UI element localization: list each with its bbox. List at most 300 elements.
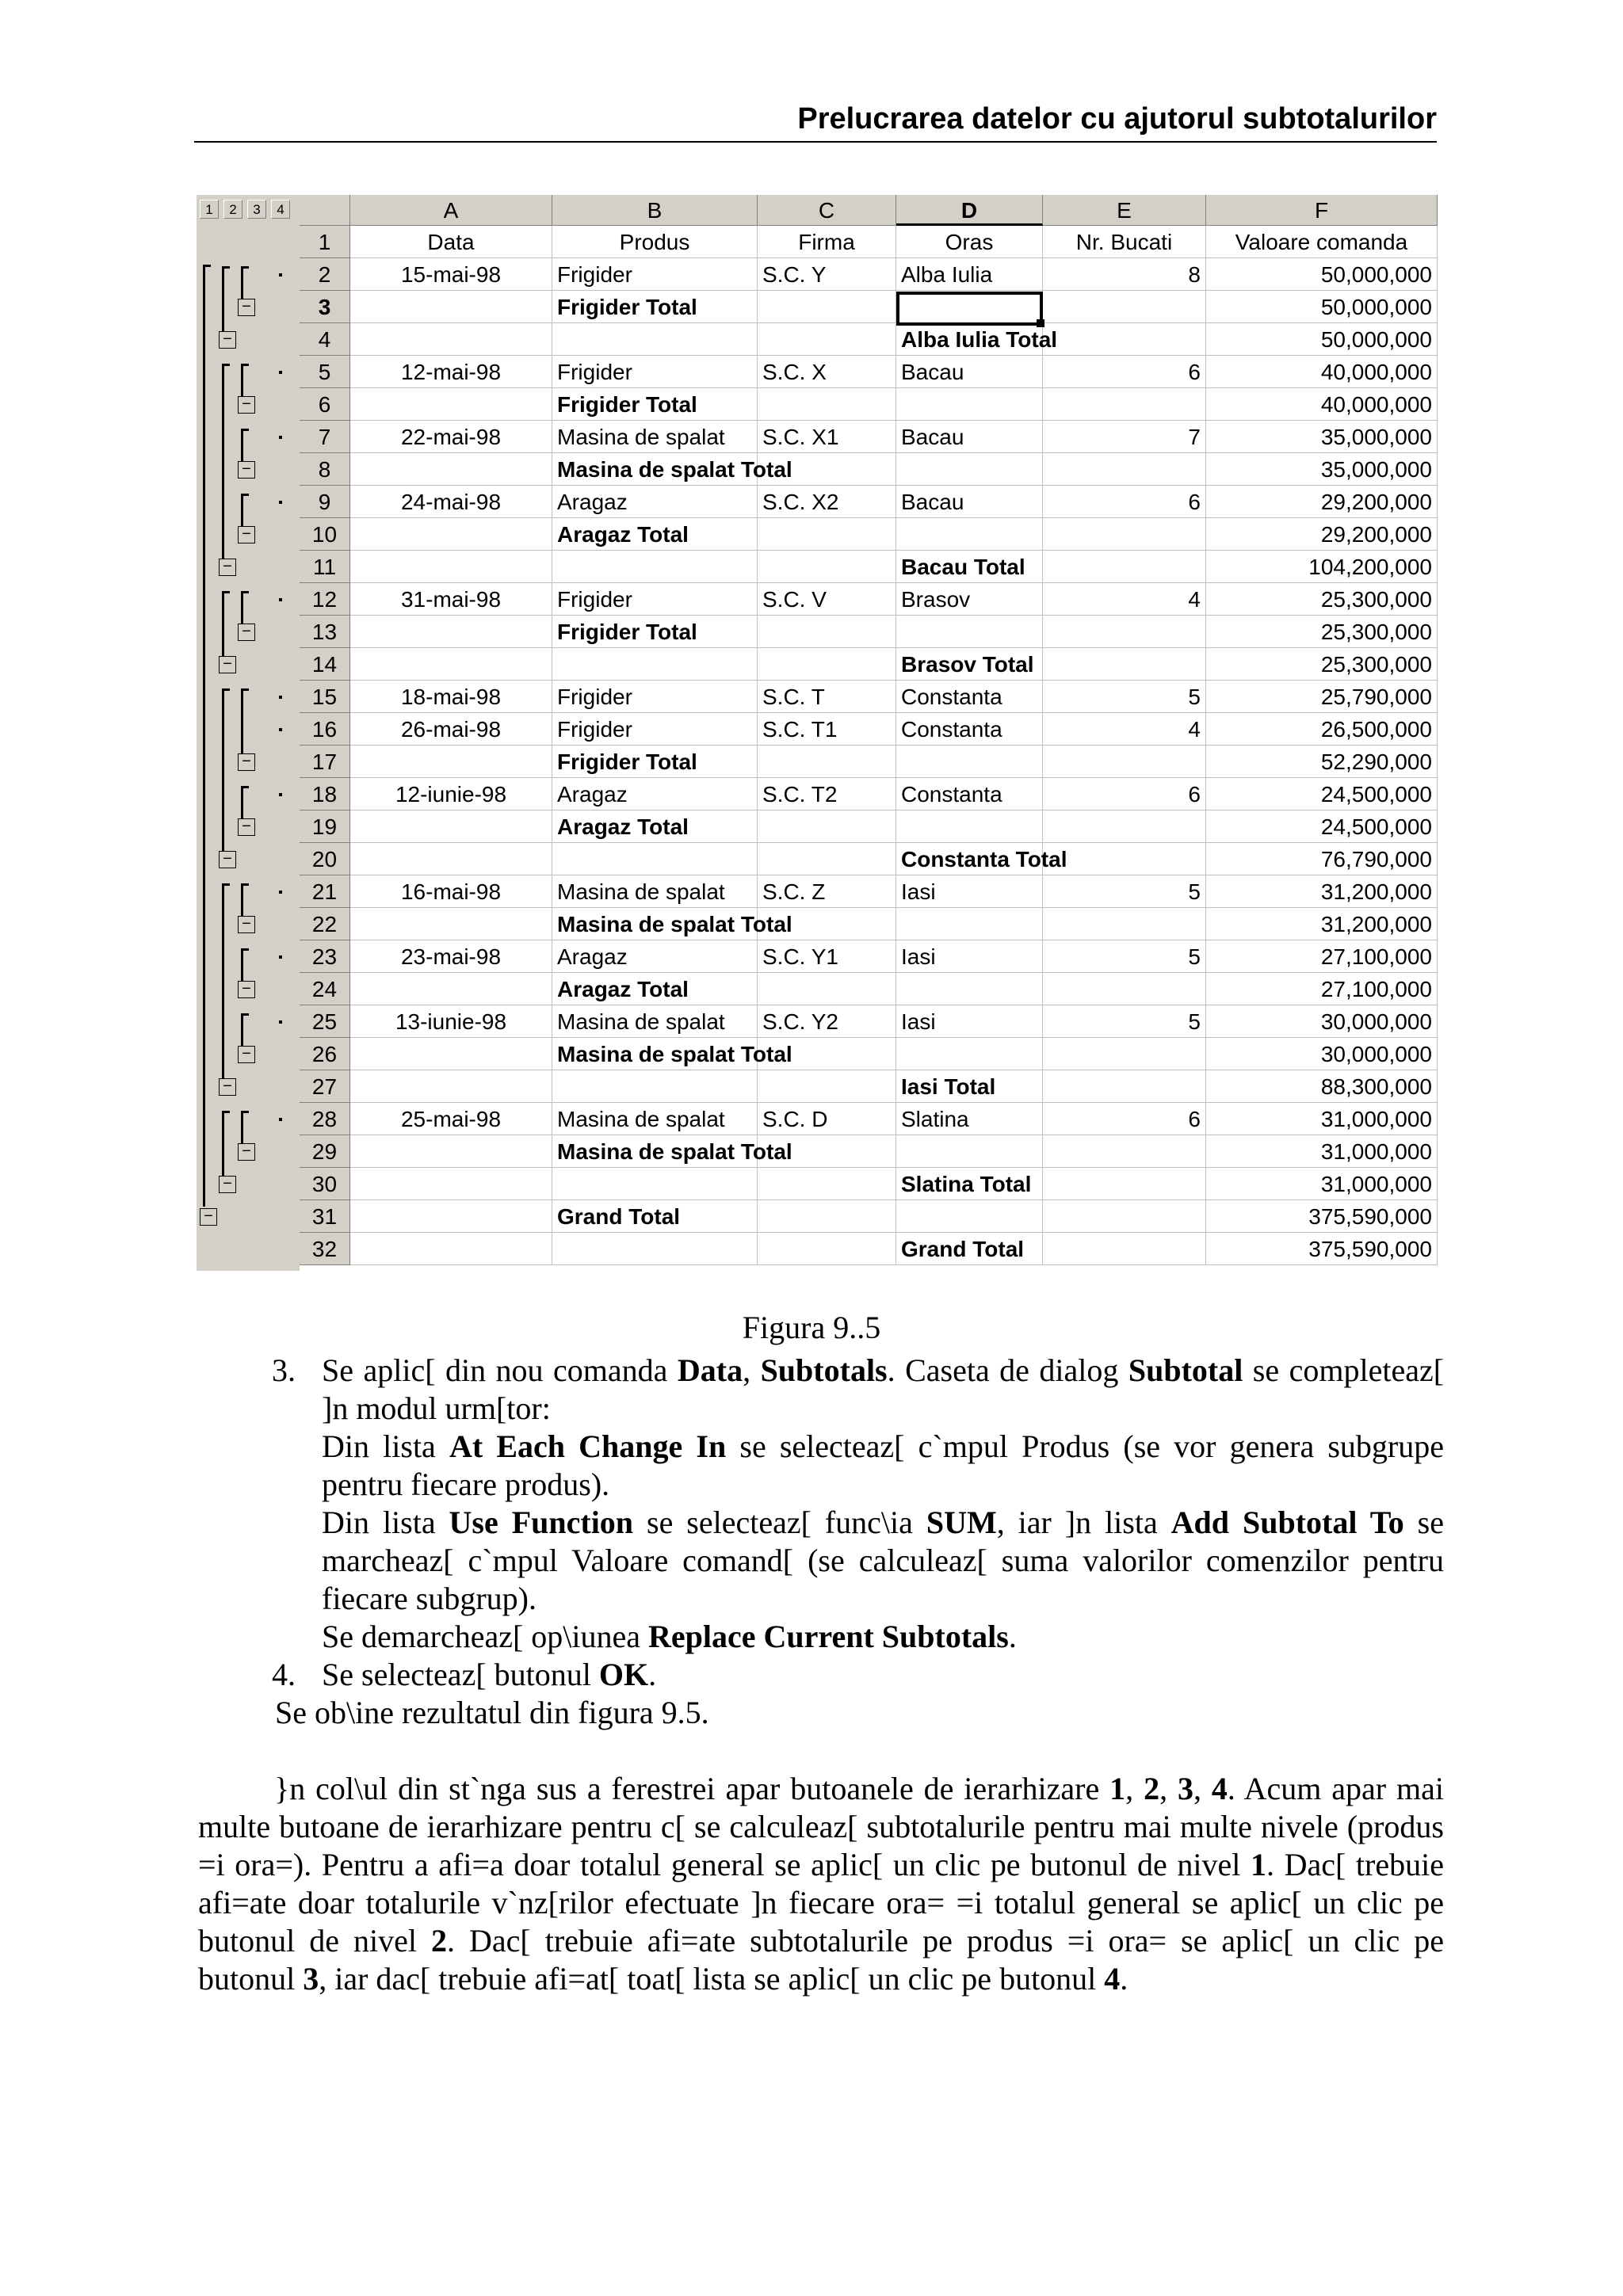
cell-a14[interactable] [350,648,552,681]
cell-d8[interactable] [896,453,1043,486]
cell-e21[interactable]: 5 [1043,875,1206,908]
cell-a12[interactable]: 31-mai-98 [350,583,552,616]
cell-f19[interactable]: 24,500,000 [1206,810,1438,843]
cell-e6[interactable] [1043,388,1206,421]
cell-f7[interactable]: 35,000,000 [1206,421,1438,453]
text-run: Se demarcheaz[ op\iunea [322,1619,649,1654]
row-header-4[interactable]: 4 [300,323,350,356]
outline-bar-level-2 [222,364,224,559]
row-header-5[interactable]: 5 [300,356,350,388]
step-4-number: 4. [272,1657,296,1692]
cell-c19[interactable] [758,810,896,843]
cell-b9[interactable]: Aragaz [552,486,758,518]
outline-bar-level-3-cap [241,786,249,788]
cell-e14[interactable] [1043,648,1206,681]
cell-d30[interactable]: Slatina Total [896,1168,1043,1200]
row-header-1[interactable]: 1 [300,226,350,258]
cell-e8[interactable] [1043,453,1206,486]
cell-a15[interactable]: 18-mai-98 [350,681,552,713]
cell-c17[interactable] [758,746,896,778]
row-header-31[interactable]: 31 [300,1200,350,1233]
cell-a32[interactable] [350,1233,552,1265]
cell-b18[interactable]: Aragaz [552,778,758,810]
collapse-product-group-button[interactable]: − [238,396,255,414]
bold-term: 3 [303,1961,319,1997]
outline-bar-level-2 [222,883,224,1078]
cell-a31[interactable] [350,1200,552,1233]
step-4-text [322,1656,656,1694]
outline-bar-level-2 [222,266,224,331]
row-header-14[interactable]: 14 [300,648,350,681]
collapse-product-group-button[interactable]: − [238,526,255,543]
cell-f13[interactable]: 25,300,000 [1206,616,1438,648]
cell-c31[interactable] [758,1200,896,1233]
cell-f5[interactable]: 40,000,000 [1206,356,1438,388]
cell-c10[interactable] [758,518,896,551]
text-run: se completeaz[ ]n modul urm[tor: [322,1352,1445,1426]
row-header-18[interactable]: 18 [300,778,350,810]
outline-bar-level-3 [241,591,243,624]
cell-f4[interactable]: 50,000,000 [1206,323,1438,356]
cell-c1[interactable]: Firma [758,226,896,258]
text-run: , [1159,1771,1178,1806]
cell-b28[interactable]: Masina de spalat [552,1103,758,1135]
cell-a23[interactable]: 23-mai-98 [350,940,552,973]
collapse-city-group-button[interactable]: − [219,851,236,868]
outline-bar-level-3 [241,364,243,396]
collapse-city-group-button[interactable]: − [219,1078,236,1096]
row-header-15[interactable]: 15 [300,681,350,713]
select-all-corner[interactable] [300,195,350,226]
collapse-product-group-button[interactable]: − [238,1143,255,1161]
cell-a19[interactable] [350,810,552,843]
cell-c14[interactable] [758,648,896,681]
cell-d19[interactable] [896,810,1043,843]
row-header-25[interactable]: 25 [300,1005,350,1038]
outline-bar-level-3-cap [241,1111,249,1113]
cell-a20[interactable] [350,843,552,875]
outline-bar-level-3-cap [241,883,249,886]
collapse-city-group-button[interactable]: − [219,559,236,576]
collapse-product-group-button[interactable]: − [238,818,255,836]
cell-e32[interactable] [1043,1233,1206,1265]
bold-term: Replace Current Subtotals [648,1619,1009,1654]
cell-d26[interactable] [896,1038,1043,1070]
cell-d32[interactable]: Grand Total [896,1233,1043,1265]
cell-a11[interactable] [350,551,552,583]
page-header [194,98,1437,143]
cell-e17[interactable] [1043,746,1206,778]
cell-a25[interactable]: 13-iunie-98 [350,1005,552,1038]
outline-detail-dot [279,273,282,277]
cell-b17[interactable]: Frigider Total [552,746,758,778]
outline-bar-level-2-cap [222,364,230,366]
cell-f32[interactable]: 375,590,000 [1206,1233,1438,1265]
cell-b23[interactable]: Aragaz [552,940,758,973]
row-header-28[interactable]: 28 [300,1103,350,1135]
cell-b22[interactable]: Masina de spalat Total [552,908,758,940]
outline-level-1-button[interactable]: 1 [200,200,219,219]
outline-level-3-button[interactable]: 3 [247,200,266,219]
outline-level-2-button[interactable]: 2 [223,200,242,219]
spreadsheet-figure [197,195,1438,1271]
cell-a10[interactable] [350,518,552,551]
cell-f8[interactable]: 35,000,000 [1206,453,1438,486]
column-header-b[interactable]: B [552,195,758,226]
row-header-10[interactable]: 10 [300,518,350,551]
cell-f21[interactable]: 31,200,000 [1206,875,1438,908]
outline-bar-level-2-cap [222,883,230,886]
cell-c4[interactable] [758,323,896,356]
cell-d23[interactable]: Iasi [896,940,1043,973]
cell-d12[interactable]: Brasov [896,583,1043,616]
cell-e1[interactable]: Nr. Bucati [1043,226,1206,258]
bold-term: Add Subtotal To [1170,1505,1404,1540]
cell-e25[interactable]: 5 [1043,1005,1206,1038]
cell-e16[interactable]: 4 [1043,713,1206,746]
cell-f28[interactable]: 31,000,000 [1206,1103,1438,1135]
cell-f17[interactable]: 52,290,000 [1206,746,1438,778]
collapse-product-group-button[interactable]: − [238,753,255,771]
collapse-city-group-button[interactable]: − [219,331,236,349]
outline-detail-dot [279,1118,282,1121]
cell-b13[interactable]: Frigider Total [552,616,758,648]
cell-a21[interactable]: 16-mai-98 [350,875,552,908]
cell-e26[interactable] [1043,1038,1206,1070]
cell-b25[interactable]: Masina de spalat [552,1005,758,1038]
cell-c29[interactable] [758,1135,896,1168]
cell-e15[interactable]: 5 [1043,681,1206,713]
cell-f1[interactable]: Valoare comanda [1206,226,1438,258]
cell-e24[interactable] [1043,973,1206,1005]
cell-c27[interactable] [758,1070,896,1103]
cell-b3[interactable]: Frigider Total [552,291,758,323]
cell-e20[interactable] [1043,843,1206,875]
cell-c16[interactable]: S.C. T1 [758,713,896,746]
row-header-32[interactable]: 32 [300,1233,350,1265]
outline-bar-level-3-cap [241,591,249,593]
collapse-city-group-button[interactable]: − [219,656,236,673]
cell-f29[interactable]: 31,000,000 [1206,1135,1438,1168]
outline-bar-level-3-cap [241,688,249,691]
column-header-f[interactable]: F [1206,195,1438,226]
cell-c11[interactable] [758,551,896,583]
cell-d9[interactable]: Bacau [896,486,1043,518]
cell-a29[interactable] [350,1135,552,1168]
outline-bar-level-3-cap [241,429,249,431]
cell-e23[interactable]: 5 [1043,940,1206,973]
cell-b8[interactable]: Masina de spalat Total [552,453,758,486]
row-header-19[interactable]: 19 [300,810,350,843]
cell-b19[interactable]: Aragaz Total [552,810,758,843]
cell-b4[interactable] [552,323,758,356]
collapse-product-group-button[interactable]: − [238,1046,255,1063]
cell-e4[interactable] [1043,323,1206,356]
cell-b7[interactable]: Masina de spalat [552,421,758,453]
cell-c28[interactable]: S.C. D [758,1103,896,1135]
outline-detail-dot [279,436,282,439]
cell-b12[interactable]: Frigider [552,583,758,616]
cell-c24[interactable] [758,973,896,1005]
cell-e30[interactable] [1043,1168,1206,1200]
cell-b31[interactable]: Grand Total [552,1200,758,1233]
cell-e28[interactable]: 6 [1043,1103,1206,1135]
cell-a4[interactable] [350,323,552,356]
cell-a28[interactable]: 25-mai-98 [350,1103,552,1135]
row-header-11[interactable]: 11 [300,551,350,583]
cell-e18[interactable]: 6 [1043,778,1206,810]
cell-f23[interactable]: 27,100,000 [1206,940,1438,973]
cell-b15[interactable]: Frigider [552,681,758,713]
cell-f20[interactable]: 76,790,000 [1206,843,1438,875]
cell-b14[interactable] [552,648,758,681]
cell-c21[interactable]: S.C. Z [758,875,896,908]
cell-e22[interactable] [1043,908,1206,940]
row-header-8[interactable]: 8 [300,453,350,486]
cell-e19[interactable] [1043,810,1206,843]
cell-a7[interactable]: 22-mai-98 [350,421,552,453]
cell-c2[interactable]: S.C. Y [758,258,896,291]
cell-c7[interactable]: S.C. X1 [758,421,896,453]
cell-b2[interactable]: Frigider [552,258,758,291]
cell-e12[interactable]: 4 [1043,583,1206,616]
cell-c22[interactable] [758,908,896,940]
column-header-e[interactable]: E [1043,195,1206,226]
cell-c18[interactable]: S.C. T2 [758,778,896,810]
row-header-29[interactable]: 29 [300,1135,350,1168]
cell-a13[interactable] [350,616,552,648]
cell-e5[interactable]: 6 [1043,356,1206,388]
row-header-22[interactable]: 22 [300,908,350,940]
cell-c5[interactable]: S.C. X [758,356,896,388]
cell-a2[interactable]: 15-mai-98 [350,258,552,291]
cell-d7[interactable]: Bacau [896,421,1043,453]
row-header-17[interactable]: 17 [300,746,350,778]
cell-c8[interactable] [758,453,896,486]
step-3-list-1 [322,1428,1444,1504]
cell-d17[interactable] [896,746,1043,778]
cell-c23[interactable]: S.C. Y1 [758,940,896,973]
cell-a27[interactable] [350,1070,552,1103]
cell-b32[interactable] [552,1233,758,1265]
bold-term: OK [598,1657,649,1692]
cell-a18[interactable]: 12-iunie-98 [350,778,552,810]
cell-d15[interactable]: Constanta [896,681,1043,713]
cell-d2[interactable]: Alba Iulia [896,258,1043,291]
text-run: , iar dac[ trebuie afi=at[ toat[ lista se aplic[ un clic pe butonul [319,1961,1105,1997]
outline-detail-dot [279,728,282,731]
cell-b21[interactable]: Masina de spalat [552,875,758,908]
cell-b10[interactable]: Aragaz Total [552,518,758,551]
row-header-12[interactable]: 12 [300,583,350,616]
cell-c3[interactable] [758,291,896,323]
cell-f2[interactable]: 50,000,000 [1206,258,1438,291]
cell-c26[interactable] [758,1038,896,1070]
cell-c25[interactable]: S.C. Y2 [758,1005,896,1038]
cell-f15[interactable]: 25,790,000 [1206,681,1438,713]
row-header-23[interactable]: 23 [300,940,350,973]
row-header-24[interactable]: 24 [300,973,350,1005]
cell-d31[interactable] [896,1200,1043,1233]
row-header-30[interactable]: 30 [300,1168,350,1200]
collapse-product-group-button[interactable]: − [238,981,255,998]
cell-a1[interactable]: Data [350,226,552,258]
row-header-26[interactable]: 26 [300,1038,350,1070]
cell-f11[interactable]: 104,200,000 [1206,551,1438,583]
cell-f24[interactable]: 27,100,000 [1206,973,1438,1005]
cell-c6[interactable] [758,388,896,421]
bold-term: 2 [1144,1771,1160,1806]
cell-a16[interactable]: 26-mai-98 [350,713,552,746]
outline-bar-level-3 [241,266,243,299]
cell-d25[interactable]: Iasi [896,1005,1043,1038]
cell-c12[interactable]: S.C. V [758,583,896,616]
column-header-a[interactable]: A [350,195,552,226]
cell-a26[interactable] [350,1038,552,1070]
cell-d28[interactable]: Slatina [896,1103,1043,1135]
cell-c15[interactable]: S.C. T [758,681,896,713]
cell-f10[interactable]: 29,200,000 [1206,518,1438,551]
row-header-6[interactable]: 6 [300,388,350,421]
cell-b24[interactable]: Aragaz Total [552,973,758,1005]
row-header-3[interactable]: 3 [300,291,350,323]
cell-d4[interactable]: Alba Iulia Total [896,323,1043,356]
cell-e27[interactable] [1043,1070,1206,1103]
text-run: Din lista [322,1505,449,1540]
cell-b30[interactable] [552,1168,758,1200]
outline-bar-level-3 [241,948,243,981]
row-header-2[interactable]: 2 [300,258,350,291]
cell-d29[interactable] [896,1135,1043,1168]
collapse-product-group-button[interactable]: − [238,624,255,641]
cell-d11[interactable]: Bacau Total [896,551,1043,583]
bold-term: Use Function [449,1505,634,1540]
cell-a30[interactable] [350,1168,552,1200]
cell-b1[interactable]: Produs [552,226,758,258]
cell-a17[interactable] [350,746,552,778]
cell-f31[interactable]: 375,590,000 [1206,1200,1438,1233]
collapse-product-group-button[interactable]: − [238,299,255,316]
cell-f3[interactable]: 50,000,000 [1206,291,1438,323]
row-header-27[interactable]: 27 [300,1070,350,1103]
row-header-9[interactable]: 9 [300,486,350,518]
outline-detail-dot [279,598,282,601]
cell-b26[interactable]: Masina de spalat Total [552,1038,758,1070]
outline-bar-level-2-cap [222,591,230,593]
cell-d1[interactable]: Oras [896,226,1043,258]
cell-e13[interactable] [1043,616,1206,648]
text-run: . [1120,1961,1128,1997]
cell-d21[interactable]: Iasi [896,875,1043,908]
outline-bar-level-2-cap [222,1111,230,1113]
outline-bar-level-2-cap [222,688,230,691]
cell-e10[interactable] [1043,518,1206,551]
cell-f16[interactable]: 26,500,000 [1206,713,1438,746]
cell-c30[interactable] [758,1168,896,1200]
cell-b16[interactable]: Frigider [552,713,758,746]
row-header-20[interactable]: 20 [300,843,350,875]
cell-f30[interactable]: 31,000,000 [1206,1168,1438,1200]
cell-a6[interactable] [350,388,552,421]
cell-f27[interactable]: 88,300,000 [1206,1070,1438,1103]
cell-a5[interactable]: 12-mai-98 [350,356,552,388]
cell-a3[interactable] [350,291,552,323]
collapse-city-group-button[interactable]: − [219,1176,236,1193]
text-run: . Caseta de dialog [887,1352,1128,1388]
cell-e29[interactable] [1043,1135,1206,1168]
row-header-13[interactable]: 13 [300,616,350,648]
cell-f9[interactable]: 29,200,000 [1206,486,1438,518]
cell-c13[interactable] [758,616,896,648]
cell-d24[interactable] [896,973,1043,1005]
row-header-7[interactable]: 7 [300,421,350,453]
text-run: Se aplic[ din nou comanda [322,1352,678,1388]
cell-e3[interactable] [1043,291,1206,323]
cell-b6[interactable]: Frigider Total [552,388,758,421]
cell-f14[interactable]: 25,300,000 [1206,648,1438,681]
cell-d13[interactable] [896,616,1043,648]
outline-bar-level-2 [222,591,224,656]
cell-f12[interactable]: 25,300,000 [1206,583,1438,616]
cell-d10[interactable] [896,518,1043,551]
cell-e2[interactable]: 8 [1043,258,1206,291]
cell-b20[interactable] [552,843,758,875]
cell-a22[interactable] [350,908,552,940]
collapse-level-1-button[interactable]: − [200,1208,217,1226]
cell-b27[interactable] [552,1070,758,1103]
cell-d18[interactable]: Constanta [896,778,1043,810]
collapse-product-group-button[interactable]: − [238,461,255,479]
cell-d6[interactable] [896,388,1043,421]
cell-e11[interactable] [1043,551,1206,583]
row-header-16[interactable]: 16 [300,713,350,746]
cell-d27[interactable]: Iasi Total [896,1070,1043,1103]
cell-f25[interactable]: 30,000,000 [1206,1005,1438,1038]
cell-d5[interactable]: Bacau [896,356,1043,388]
cell-e7[interactable]: 7 [1043,421,1206,453]
column-header-d[interactable]: D [896,195,1043,226]
cell-f18[interactable]: 24,500,000 [1206,778,1438,810]
cell-b11[interactable] [552,551,758,583]
cell-c32[interactable] [758,1233,896,1265]
cell-c9[interactable]: S.C. X2 [758,486,896,518]
cell-e9[interactable]: 6 [1043,486,1206,518]
text-run: se selecteaz[ c`mpul Produs (se vor genera subgrupe pentru fiecare produs). [322,1428,1444,1502]
cell-b5[interactable]: Frigider [552,356,758,388]
cell-c20[interactable] [758,843,896,875]
outline-level-4-button[interactable]: 4 [271,200,290,219]
cell-f22[interactable]: 31,200,000 [1206,908,1438,940]
cell-e31[interactable] [1043,1200,1206,1233]
cell-d22[interactable] [896,908,1043,940]
cell-f6[interactable]: 40,000,000 [1206,388,1438,421]
cell-b29[interactable]: Masina de spalat Total [552,1135,758,1168]
row-header-21[interactable]: 21 [300,875,350,908]
cell-a24[interactable] [350,973,552,1005]
cell-f26[interactable]: 30,000,000 [1206,1038,1438,1070]
cell-a9[interactable]: 24-mai-98 [350,486,552,518]
outline-bar-level-3 [241,688,243,753]
cell-a8[interactable] [350,453,552,486]
outline-detail-dot [279,501,282,504]
column-header-c[interactable]: C [758,195,896,226]
cell-d16[interactable]: Constanta [896,713,1043,746]
cell-d14[interactable]: Brasov Total [896,648,1043,681]
step-3-list-2 [322,1504,1444,1618]
fill-handle[interactable] [1037,319,1044,327]
cell-d20[interactable]: Constanta Total [896,843,1043,875]
collapse-product-group-button[interactable]: − [238,916,255,933]
